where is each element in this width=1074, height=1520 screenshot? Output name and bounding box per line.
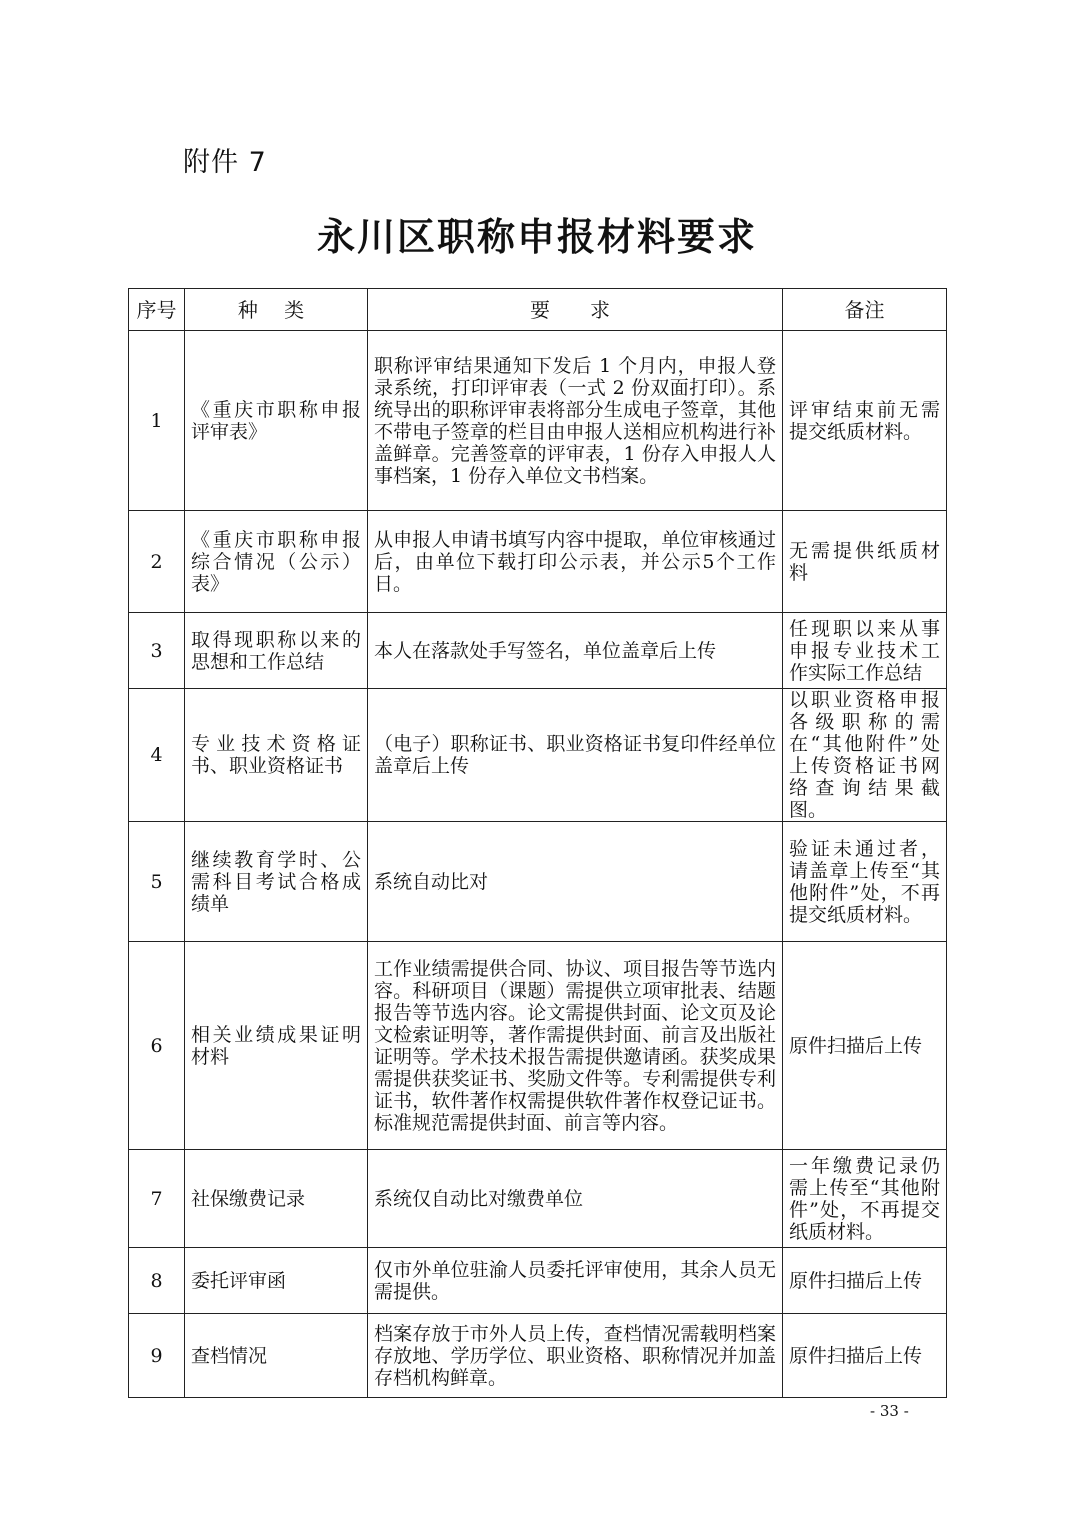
table-row [129,1150,947,1248]
cell-note: 一年缴费记录仍需上传至“其他附件”处，不再提交纸质材料。 [783,1150,947,1248]
cell-requirement: 从申报人申请书填写内容中提取，单位审核通过后，由单位下载打印公示表，并公示5个工作日。 [368,511,783,613]
document-title: 永川区职称申报材料要求 [316,214,757,259]
cell-requirement: 职称评审结果通知下发后 1 个月内，申报人登录系统，打印评审表（一式 2 份双面打印）。系统导出的职称评审表将部分生成电子签章，其他不带电子签章的栏目由申报人送相应机构进行补盖鲜章。完善签章的评审表，1 份存入申报人人事档案，1 份存入单位文书档案。 [368,331,783,511]
cell-seq: 7 [129,1150,185,1248]
cell-note: 验证未通过者，请盖章上传至“其他附件”处，不再提交纸质材料。 [783,822,947,942]
table-row [129,822,947,942]
cell-requirement: 档案存放于市外人员上传，查档情况需载明档案存放地、学历学位、职业资格、职称情况并加盖存档机构鲜章。 [368,1314,783,1398]
cell-requirement: 仅市外单位驻渝人员委托评审使用，其余人员无需提供。 [368,1248,783,1314]
cell-note: 原件扫描后上传 [783,1314,947,1398]
header-note: 备注 [783,289,947,331]
header-kind: 种 类 [185,289,368,331]
cell-requirement: 系统仅自动比对缴费单位 [368,1150,783,1248]
table-row [129,1248,947,1314]
cell-requirement: 工作业绩需提供合同、协议、项目报告等节选内容。科研项目（课题）需提供立项审批表、结题报告等节选内容。论文需提供封面、论文页及论文检索证明等，著作需提供封面、前言及出版社证明等。学术技术报告需提供邀请函。获奖成果需提供获奖证书、奖励文件等。专利需提供专利证书，软件著作权需提供软件著作权登记证书。标准规范需提供封面、前言等内容。 [368,942,783,1150]
cell-seq: 1 [129,331,185,511]
header-seq: 序号 [129,289,185,331]
cell-note: 任现职以来从事申报专业技术工作实际工作总结 [783,613,947,689]
table-row [129,331,947,511]
cell-kind: 专业技术资格证书、职业资格证书 [185,689,368,822]
cell-requirement: 本人在落款处手写签名，单位盖章后上传 [368,613,783,689]
page-number: - 33 - [870,1402,909,1420]
table-row [129,511,947,613]
cell-note: 无需提供纸质材料 [783,511,947,613]
table-header-row [129,289,947,331]
table-row [129,942,947,1150]
requirements-table [128,288,947,1398]
cell-note: 评审结束前无需提交纸质材料。 [783,331,947,511]
cell-note: 原件扫描后上传 [783,942,947,1150]
cell-seq: 9 [129,1314,185,1398]
attachment-label: 附件 7 [183,147,267,178]
cell-requirement: （电子）职称证书、职业资格证书复印件经单位盖章后上传 [368,689,783,822]
cell-note: 以职业资格申报各级职称的需在“其他附件”处上传资格证书网络查询结果截图。 [783,689,947,822]
cell-kind: 《重庆市职称申报评审表》 [185,331,368,511]
cell-kind: 继续教育学时、公需科目考试合格成绩单 [185,822,368,942]
cell-kind: 查档情况 [185,1314,368,1398]
cell-kind: 社保缴费记录 [185,1150,368,1248]
cell-kind: 委托评审函 [185,1248,368,1314]
cell-kind: 取得现职称以来的思想和工作总结 [185,613,368,689]
cell-requirement: 系统自动比对 [368,822,783,942]
table-row [129,689,947,822]
cell-seq: 4 [129,689,185,822]
cell-seq: 6 [129,942,185,1150]
cell-seq: 3 [129,613,185,689]
cell-seq: 5 [129,822,185,942]
table-row [129,613,947,689]
cell-kind: 《重庆市职称申报综合情况（公示）表》 [185,511,368,613]
cell-seq: 8 [129,1248,185,1314]
cell-note: 原件扫描后上传 [783,1248,947,1314]
cell-seq: 2 [129,511,185,613]
header-requirement: 要 求 [368,289,783,331]
table-row [129,1314,947,1398]
cell-kind: 相关业绩成果证明材料 [185,942,368,1150]
